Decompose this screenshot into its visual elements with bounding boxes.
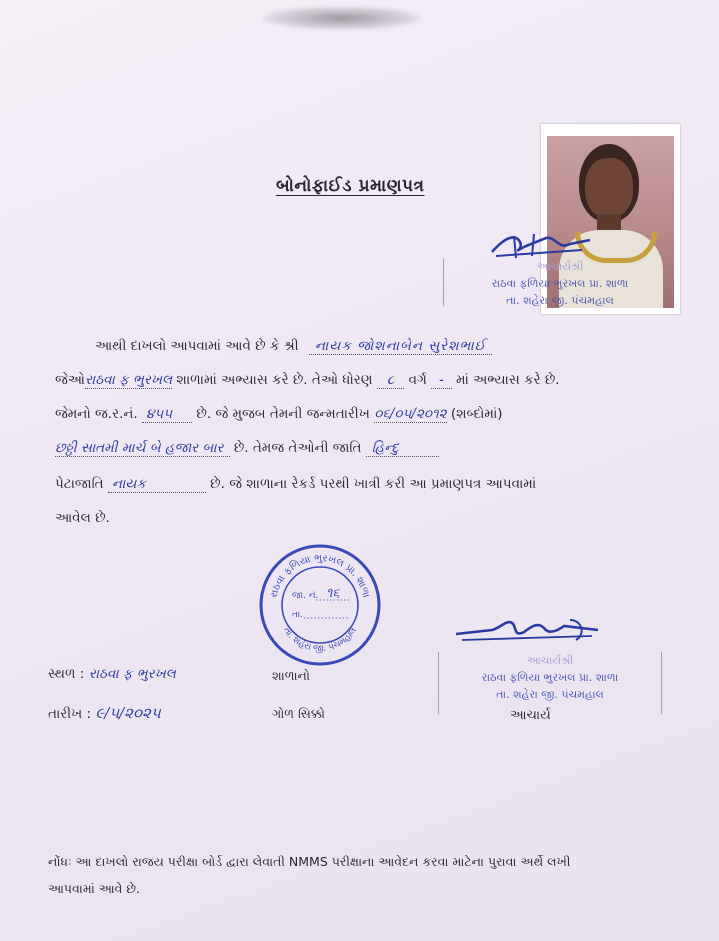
- seal-outer-text: રાઠવા ફળિયા ભુરખલ પ્રા. શાળા: [268, 552, 372, 599]
- division-value: -: [431, 372, 452, 389]
- caste-value: હિન્દુ: [366, 440, 439, 457]
- birth-date: ૦૬/૦૫/૨૦૧૨: [374, 406, 447, 422]
- photo-stamp: [443, 258, 676, 306]
- note-line-2: આપવામાં આવે છે.: [48, 881, 141, 896]
- note-line-1: નોંધઃ આ દાખલો રાજય પરીક્ષા બોર્ડ દ્વારા લેવાતી NMMS પરીક્ષાના આવેદન કરવા માટેના પુરાવા અર્થે લખી: [48, 854, 571, 869]
- seal-ja-no-value: ૧૬: [326, 586, 340, 601]
- date-label: તારીખ :: [48, 706, 92, 722]
- line-3-mid: છે. જે મુજબ તેમની જન્મતારીખ: [196, 406, 370, 422]
- line-2-mid: શાળામાં અભ્યાસ કરે છે. તેઓ ધોરણ: [176, 372, 373, 388]
- line-1-prefix: આથી દાખલો આપવામાં આવે છે કે શ્રી: [95, 338, 299, 354]
- standard-value: ૮: [377, 372, 404, 389]
- photo-stamp-school: રાઠવા ફળિયા ભુરખલ પ્રા. શાળા: [491, 277, 629, 290]
- line-2: [55, 372, 560, 388]
- gr-number: ૪૫૫: [142, 406, 192, 423]
- principal-stamp: [438, 652, 662, 714]
- principal-stamp-role: આચાર્યશ્રી: [526, 654, 574, 667]
- photo-stamp-role: આચાર્યશ્રી: [536, 260, 584, 273]
- principal-stamp-address: તા. શહેરા જી. પંચમહાલ: [496, 688, 604, 701]
- place-label: સ્થળ :: [48, 666, 85, 682]
- seal-date-label: તા.: [292, 610, 304, 620]
- line-4-mid: છે. તેમજ તેઓની જાતિ: [233, 440, 362, 456]
- svg-text:તા. શહેરા જી. પંચમહાલ: [281, 626, 359, 654]
- line-5-prefix: પેટાજાતિ: [55, 476, 104, 492]
- line-2-prefix: જેઓ: [55, 372, 85, 388]
- subcaste-value: નાયક: [108, 476, 206, 493]
- date-value: ૯/૫/૨૦૨૫: [95, 704, 161, 722]
- line-6: [55, 510, 110, 526]
- date-row: [48, 704, 161, 722]
- school-round-seal: [258, 543, 382, 667]
- place-value: રાઠવા ફ ભુરખલ: [88, 666, 176, 682]
- principal-title: આચાર્ય: [510, 708, 551, 723]
- seal-bottom-text: તા. શહેરા જી. પંચમહાલ: [280, 625, 360, 655]
- top-smudge: [262, 6, 422, 30]
- school-name: રાઠવા ફ ભુરખલ: [84, 372, 173, 388]
- seal-caption-2: ગોળ સિક્કો: [272, 706, 326, 721]
- footer-note: [48, 848, 570, 902]
- document-title: બોનોફાઈડ પ્રમાણપત્ર: [276, 176, 425, 196]
- seal-ja-no-label: જા. નં.: [292, 591, 319, 601]
- place-row: [48, 666, 176, 682]
- photo-stamp-address: તા. શહેરા જી. પંચમહાલ: [506, 294, 614, 307]
- line-3-end: (શબ્દોમાં): [450, 406, 503, 422]
- principal-stamp-school: રાઠવા ફળિયા ભુરખલ પ્રા. શાળા: [481, 671, 619, 684]
- line-3: [55, 406, 503, 422]
- line-4: [55, 440, 439, 456]
- photo-face: [585, 158, 633, 218]
- line-6-text: આવેલ છે.: [55, 510, 110, 526]
- line-3-prefix: જેમનો જ.ર.નં.: [55, 406, 138, 422]
- line-5: [55, 476, 536, 492]
- seal-caption-1: શાળાનો: [272, 668, 310, 683]
- principal-signature: [452, 614, 602, 648]
- line-2-end: માં અભ્યાસ કરે છે.: [455, 372, 560, 388]
- line-1: [95, 338, 492, 354]
- line-5-end: છે. જે શાળાના રેકર્ડ પરથી ખાત્રી કરી આ પ્રમાણપત્ર આપવામાં: [210, 476, 537, 492]
- student-name: નાયક જોશનાબેન સુરેશભાઈ: [309, 338, 492, 355]
- line-2-mid2: વર્ગ: [408, 372, 427, 388]
- birth-date-words: છઠ્ઠી સાતમી માર્ચ બે હજાર બાર: [55, 440, 230, 457]
